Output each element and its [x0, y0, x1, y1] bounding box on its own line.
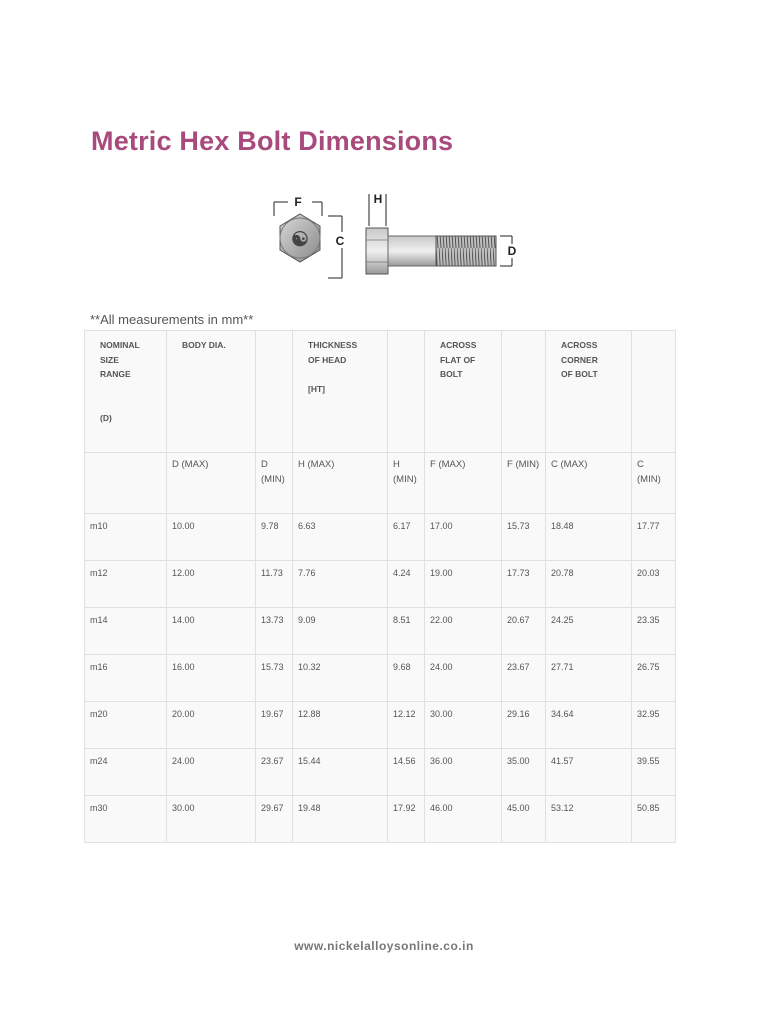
value-cell: 9.78	[256, 514, 293, 561]
value-cell: 8.51	[388, 608, 425, 655]
value-cell: 19.48	[293, 796, 388, 843]
value-cell: 22.00	[425, 608, 502, 655]
value-cell: 30.00	[425, 702, 502, 749]
value-cell: 24.00	[167, 749, 256, 796]
value-cell: 32.95	[632, 702, 676, 749]
c-dimension-label: C	[335, 234, 345, 248]
hex-head-front-view	[280, 214, 320, 262]
column-header-cell: F (MAX)	[425, 453, 502, 514]
group-header-cell	[256, 331, 293, 453]
value-cell: 50.85	[632, 796, 676, 843]
value-cell: 19.67	[256, 702, 293, 749]
group-header-line: OF HEAD	[308, 354, 347, 365]
value-cell: 20.78	[546, 561, 632, 608]
value-cell: 20.67	[502, 608, 546, 655]
column-header-cell: F (MIN)	[502, 453, 546, 514]
value-cell: 11.73	[256, 561, 293, 608]
value-cell: 16.00	[167, 655, 256, 702]
size-cell: m12	[85, 561, 167, 608]
value-cell: 23.67	[502, 655, 546, 702]
value-cell: 15.44	[293, 749, 388, 796]
value-cell: 9.68	[388, 655, 425, 702]
group-header-line: THICKNESS	[308, 340, 358, 350]
value-cell: 14.56	[388, 749, 425, 796]
column-header-cell: D (MIN)	[256, 453, 293, 514]
table-row	[85, 561, 676, 608]
column-header-cell: H (MAX)	[293, 453, 388, 514]
group-header-line	[517, 338, 540, 353]
size-cell: m20	[85, 702, 167, 749]
value-cell: 19.00	[425, 561, 502, 608]
group-header-line: OF BOLT	[561, 369, 598, 379]
group-header-cell	[425, 331, 502, 453]
value-cell: 17.73	[502, 561, 546, 608]
value-cell: 17.00	[425, 514, 502, 561]
page-title: Metric Hex Bolt Dimensions	[91, 126, 454, 156]
group-header-line	[271, 338, 287, 353]
table-row	[85, 796, 676, 843]
column-header-cell: D (MAX)	[167, 453, 256, 514]
value-cell: 34.64	[546, 702, 632, 749]
footer-url: www.nickelalloysonline.co.in	[294, 939, 474, 953]
value-cell: 39.55	[632, 749, 676, 796]
group-header-line	[403, 338, 419, 353]
value-cell: 12.00	[167, 561, 256, 608]
group-header-cell	[632, 331, 676, 453]
value-cell: 53.12	[546, 796, 632, 843]
size-cell: m16	[85, 655, 167, 702]
group-header-line: CORNER	[561, 354, 598, 365]
group-header-line: (D)	[100, 412, 112, 423]
group-header-cell	[167, 331, 256, 453]
value-cell: 35.00	[502, 749, 546, 796]
f-dimension-label: F	[294, 195, 302, 209]
table-row	[85, 749, 676, 796]
value-cell: 23.67	[256, 749, 293, 796]
column-header-cell	[85, 453, 167, 514]
table-row	[85, 702, 676, 749]
value-cell: 15.73	[502, 514, 546, 561]
value-cell: 30.00	[167, 796, 256, 843]
value-cell: 26.75	[632, 655, 676, 702]
size-cell: m10	[85, 514, 167, 561]
table-row	[85, 514, 676, 561]
group-header-line	[100, 396, 161, 411]
group-header-cell	[546, 331, 632, 453]
group-header-line	[100, 382, 161, 397]
table-row	[85, 655, 676, 702]
group-header-line: ACROSS	[440, 340, 477, 350]
hex-bolt-diagram	[262, 188, 524, 284]
size-cell: m14	[85, 608, 167, 655]
value-cell: 7.76	[293, 561, 388, 608]
column-header-cell: C (MAX)	[546, 453, 632, 514]
value-cell: 20.00	[167, 702, 256, 749]
group-header-cell	[502, 331, 546, 453]
group-header-line: ACROSS	[561, 340, 598, 350]
group-header-line: BOLT	[440, 369, 463, 379]
h-dimension-label: H	[373, 192, 383, 206]
group-header-line: NOMINAL	[100, 340, 140, 350]
value-cell: 12.88	[293, 702, 388, 749]
table-row	[85, 608, 676, 655]
value-cell: 6.17	[388, 514, 425, 561]
value-cell: 18.48	[546, 514, 632, 561]
column-header-cell: C (MIN)	[632, 453, 676, 514]
d-dimension-label: D	[507, 244, 517, 258]
value-cell: 14.00	[167, 608, 256, 655]
measurement-note: **All measurements in mm**	[90, 312, 254, 327]
value-cell: 41.57	[546, 749, 632, 796]
value-cell: 10.00	[167, 514, 256, 561]
value-cell: 10.32	[293, 655, 388, 702]
value-cell: 4.24	[388, 561, 425, 608]
value-cell: 46.00	[425, 796, 502, 843]
value-cell: 9.09	[293, 608, 388, 655]
group-header-line	[647, 338, 670, 353]
value-cell: 24.25	[546, 608, 632, 655]
group-header-line: [HT]	[308, 383, 325, 394]
group-header-row	[85, 331, 676, 453]
value-cell: 24.00	[425, 655, 502, 702]
svg-text:☯: ☯	[291, 229, 309, 251]
group-header-line: FLAT OF	[440, 354, 476, 365]
value-cell: 23.35	[632, 608, 676, 655]
value-cell: 20.03	[632, 561, 676, 608]
dimensions-table	[84, 330, 676, 843]
value-cell: 36.00	[425, 749, 502, 796]
value-cell: 29.16	[502, 702, 546, 749]
value-cell: 6.63	[293, 514, 388, 561]
value-cell: 12.12	[388, 702, 425, 749]
value-cell: 45.00	[502, 796, 546, 843]
size-cell: m24	[85, 749, 167, 796]
value-cell: 27.71	[546, 655, 632, 702]
value-cell: 17.92	[388, 796, 425, 843]
group-header-line: RANGE	[100, 369, 131, 379]
group-header-line	[308, 367, 382, 382]
value-cell: 13.73	[256, 608, 293, 655]
size-cell: m30	[85, 796, 167, 843]
value-cell: 15.73	[256, 655, 293, 702]
value-cell: 29.67	[256, 796, 293, 843]
value-cell: 17.77	[632, 514, 676, 561]
group-header-line: BODY DIA.	[182, 340, 226, 350]
group-header-cell	[85, 331, 167, 453]
bolt-side-view	[366, 228, 496, 274]
group-header-cell	[293, 331, 388, 453]
column-header-cell: H (MIN)	[388, 453, 425, 514]
group-header-cell	[388, 331, 425, 453]
group-header-line: SIZE	[100, 354, 119, 365]
column-header-row	[85, 453, 676, 514]
